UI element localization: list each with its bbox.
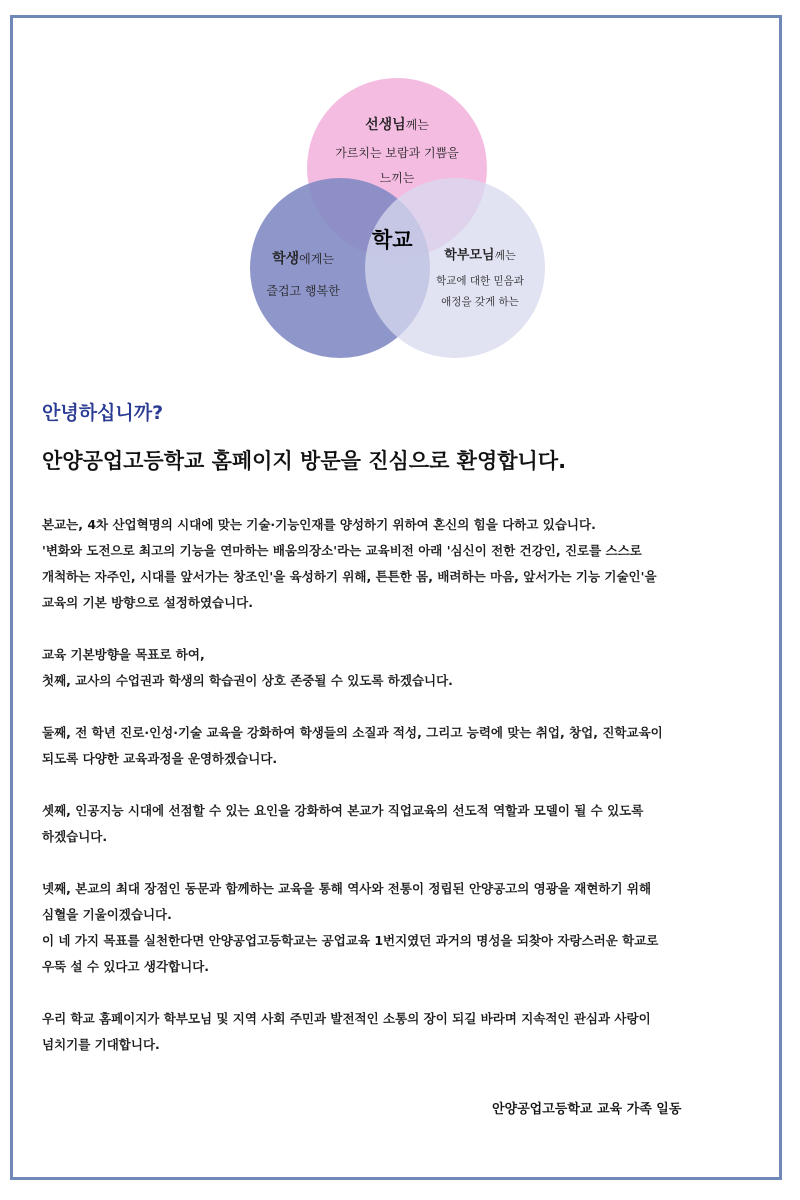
paragraph-closing (42, 1006, 770, 1058)
text-line: 첫째, 교사의 수업권과 학생의 학습권이 상호 존중될 수 있도록 하겠습니다. (42, 673, 453, 688)
text-line: 하겠습니다. (42, 829, 108, 844)
teacher-line1: 가르치는 보람과 기쁨을 (335, 146, 459, 160)
text-line: 넘치기를 기대합니다. (42, 1037, 160, 1052)
student-line1: 즐겁고 행복한 (266, 284, 340, 298)
text-line: 둘째, 전 학년 진로·인성·기술 교육을 강화하여 학생들의 소질과 적성, 그리고 능력에 맞는 취업, 창업, 진학교육이 (42, 725, 663, 740)
teacher-label (322, 114, 472, 186)
text-line: 심혈을 기울이겠습니다. (42, 907, 172, 922)
parent-line1: 학교에 대한 믿음과 (436, 275, 524, 287)
text-line: 우뚝 설 수 있다고 생각합니다. (42, 959, 210, 974)
parent-title: 학부모님 (444, 248, 495, 263)
text-line: 교육 기본방향을 목표로 하여, (42, 647, 205, 662)
paragraph-goal-4 (42, 876, 770, 980)
teacher-line2: 느끼는 (379, 171, 415, 185)
venn-diagram (240, 78, 560, 368)
text-line: 셋째, 인공지능 시대에 선점할 수 있는 요인을 강화하여 본교가 직업교육의 선도적 역할과 모델이 될 수 있도록 (42, 803, 644, 818)
paragraph-goal-3 (42, 798, 770, 850)
greeting-heading: 안녕하십니까? (42, 402, 164, 424)
text-line: 본교는, 4차 산업혁명의 시대에 맞는 기술·기능인재를 양성하기 위하여 혼신의 힘을 다하고 있습니다. (42, 517, 596, 532)
student-title: 학생 (272, 251, 300, 267)
text-line: 이 네 가지 목표를 실천한다면 안양공업고등학교는 공업교육 1번지였던 과거의 명성을 되찾아 자랑스러운 학교로 (42, 933, 659, 948)
parent-line2: 애정을 갖게 하는 (441, 296, 519, 308)
message-body (42, 512, 770, 1058)
welcome-heading: 안양공업고등학교 홈페이지 방문을 진심으로 환영합니다. (42, 449, 567, 473)
teacher-title: 선생님 (365, 117, 406, 133)
paragraph-goal-1 (42, 642, 770, 694)
text-line: 우리 학교 홈페이지가 학부모님 및 지역 사회 주민과 발전적인 소통의 장이 되길 바라며 지속적인 관심과 사랑이 (42, 1011, 651, 1026)
text-line: 되도록 다양한 교육과정을 운영하겠습니다. (42, 751, 278, 766)
venn-center-label: 학교 (372, 228, 413, 252)
student-title-suffix: 에게는 (299, 252, 334, 266)
student-label (248, 248, 358, 299)
signature: 안양공업고등학교 교육 가족 일동 (492, 1102, 682, 1117)
teacher-title-suffix: 께는 (405, 118, 429, 132)
parent-label (420, 244, 540, 309)
text-line: 개척하는 자주인, 시대를 앞서가는 창조인'을 육성하기 위해, 튼튼한 몸, 배려하는 마음, 앞서가는 기능 기술인'을 (42, 569, 657, 584)
text-line: 교육의 기본 방향으로 설정하였습니다. (42, 595, 254, 610)
parent-title-suffix: 께는 (494, 249, 516, 262)
paragraph-vision (42, 512, 770, 616)
text-line: '변화와 도전으로 최고의 기능을 연마하는 배움의장소'라는 교육비전 아래 '심신이 전한 건강인, 진로를 스스로 (42, 543, 642, 558)
text-line: 넷째, 본교의 최대 장점인 동문과 함께하는 교육을 통해 역사와 전통이 정립된 안양공고의 영광을 재현하기 위해 (42, 881, 652, 896)
paragraph-goal-2 (42, 720, 770, 772)
